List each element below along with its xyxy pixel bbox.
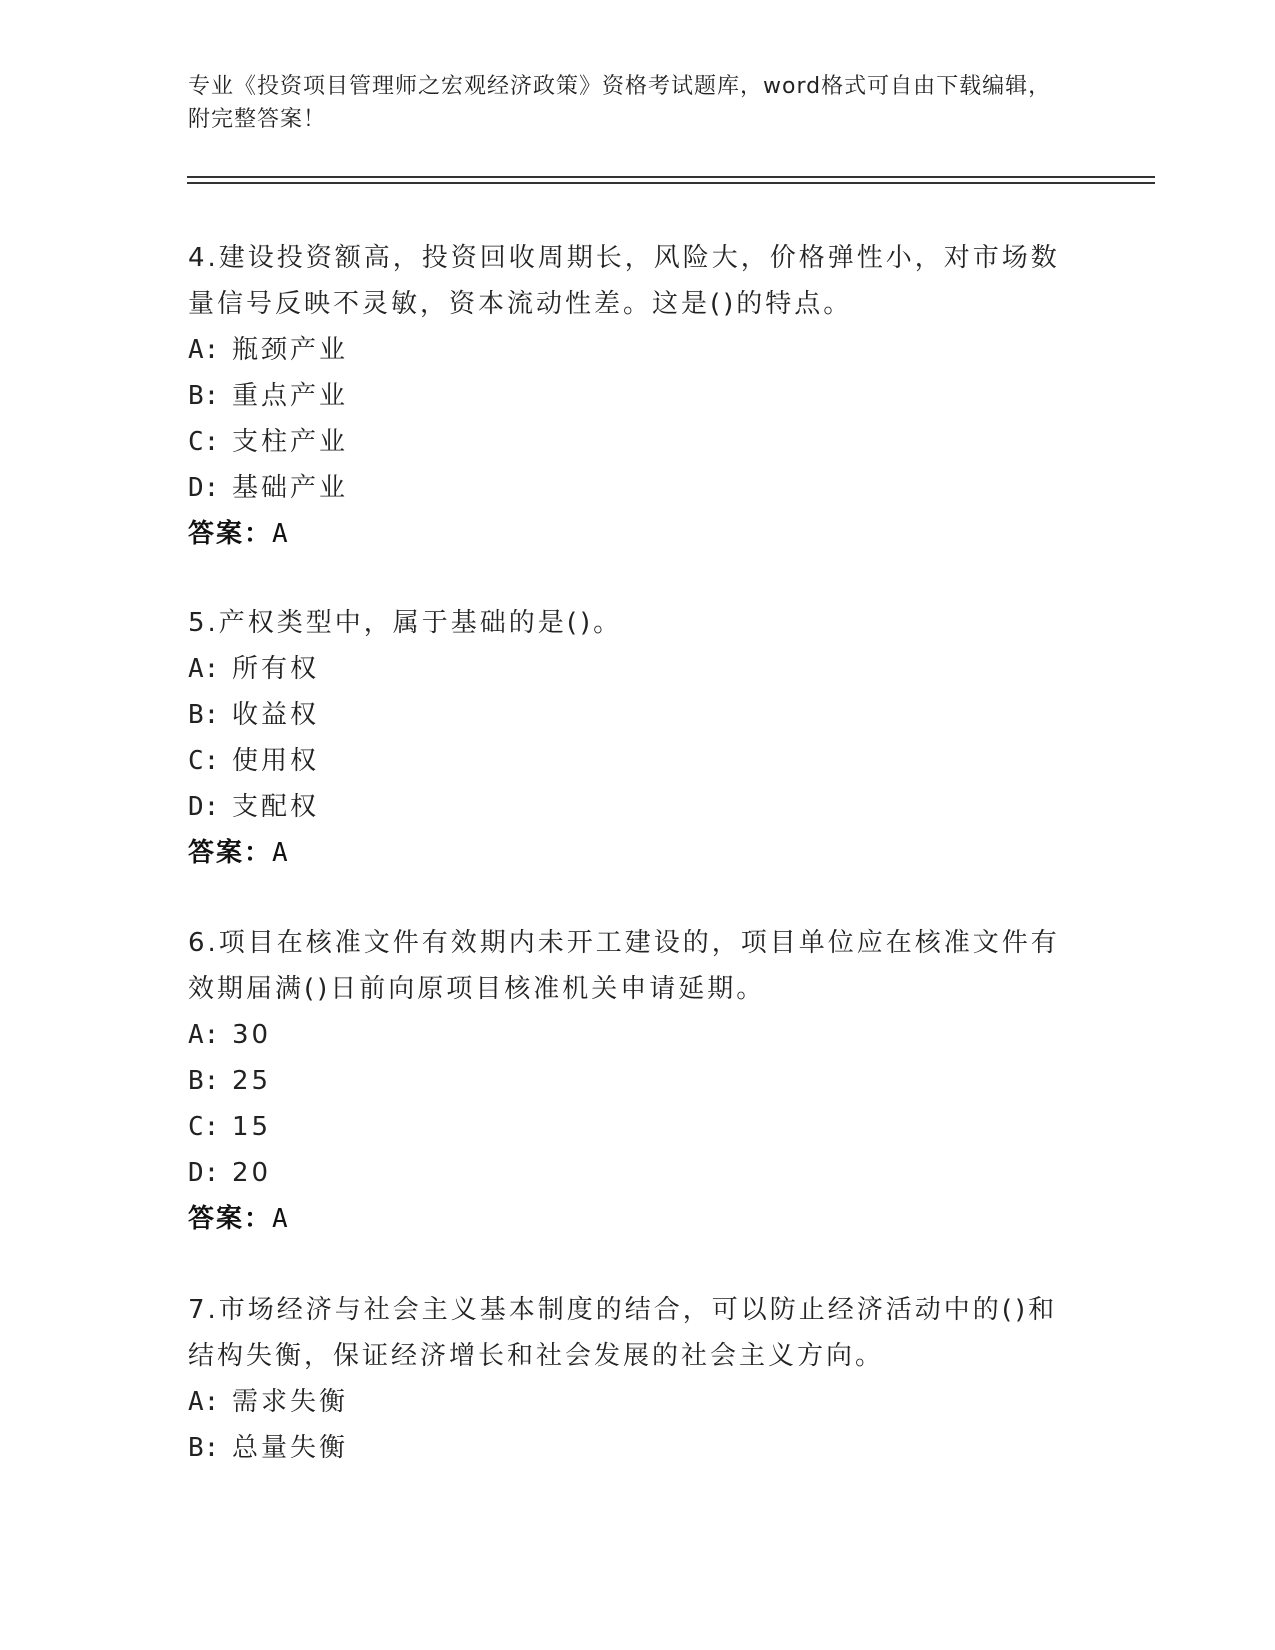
option-b [188,373,1068,419]
answer-label: 答案： [188,838,273,868]
option-text: 重点产业 [232,381,349,411]
answer-value: A [272,519,290,549]
option-a [188,1012,1068,1058]
option-letter: B: [188,1066,220,1096]
document-header: 专业《投资项目管理师之宏观经济政策》资格考试题库，word格式可自由下载编辑，附完整答案！ [188,74,1052,132]
option-text: 15 [232,1112,272,1142]
option-text: 25 [232,1066,272,1096]
option-text: 收益权 [232,700,320,730]
question-6 [188,920,1068,1242]
answer-line [188,511,1068,557]
option-a [188,1379,1068,1425]
question-stem: 6.项目在核准文件有效期内未开工建设的，项目单位应在核准文件有效期届满()日前向原项目核准机关申请延期。 [188,928,1060,1004]
option-b [188,692,1068,738]
option-letter: B: [188,700,220,730]
option-letter: C: [188,746,220,776]
option-c [188,1104,1068,1150]
option-d [188,784,1068,830]
answer-line [188,830,1068,876]
option-letter: D: [188,1158,220,1188]
option-text: 使用权 [232,746,320,776]
option-d [188,1150,1068,1196]
header-rule-bottom [187,182,1155,184]
question-4 [188,235,1068,557]
question-stem: 5.产权类型中，属于基础的是()。 [188,608,623,638]
option-text: 30 [232,1020,272,1050]
answer-label: 答案： [188,519,273,549]
option-text: 20 [232,1158,272,1188]
option-letter: D: [188,792,220,822]
option-text: 所有权 [232,654,320,684]
option-letter: B: [188,381,220,411]
option-letter: A: [188,1387,220,1417]
option-letter: A: [188,335,220,365]
header-rule-top [187,176,1155,178]
option-a [188,646,1068,692]
option-letter: D: [188,473,220,503]
answer-value: A [272,1204,290,1234]
option-letter: C: [188,427,220,457]
option-c [188,419,1068,465]
option-text: 需求失衡 [232,1387,349,1417]
option-text: 瓶颈产业 [232,335,349,365]
option-text: 总量失衡 [232,1433,349,1463]
option-letter: B: [188,1433,220,1463]
option-letter: A: [188,654,220,684]
option-letter: A: [188,1020,220,1050]
answer-label: 答案： [188,1204,273,1234]
question-5 [188,600,1068,876]
option-c [188,738,1068,784]
option-a [188,327,1068,373]
option-letter: C: [188,1112,220,1142]
option-b [188,1058,1068,1104]
option-text: 基础产业 [232,473,349,503]
question-stem: 7.市场经济与社会主义基本制度的结合，可以防止经济活动中的()和结构失衡，保证经济增长和社会发展的社会主义方向。 [188,1295,1058,1371]
option-text: 支柱产业 [232,427,349,457]
option-b [188,1425,1068,1471]
option-text: 支配权 [232,792,320,822]
option-d [188,465,1068,511]
question-stem: 4.建设投资额高，投资回收周期长，风险大，价格弹性小，对市场数量信号反映不灵敏，资本流动性差。这是()的特点。 [188,243,1060,319]
answer-line [188,1196,1068,1242]
question-7 [188,1287,1068,1471]
answer-value: A [272,838,290,868]
